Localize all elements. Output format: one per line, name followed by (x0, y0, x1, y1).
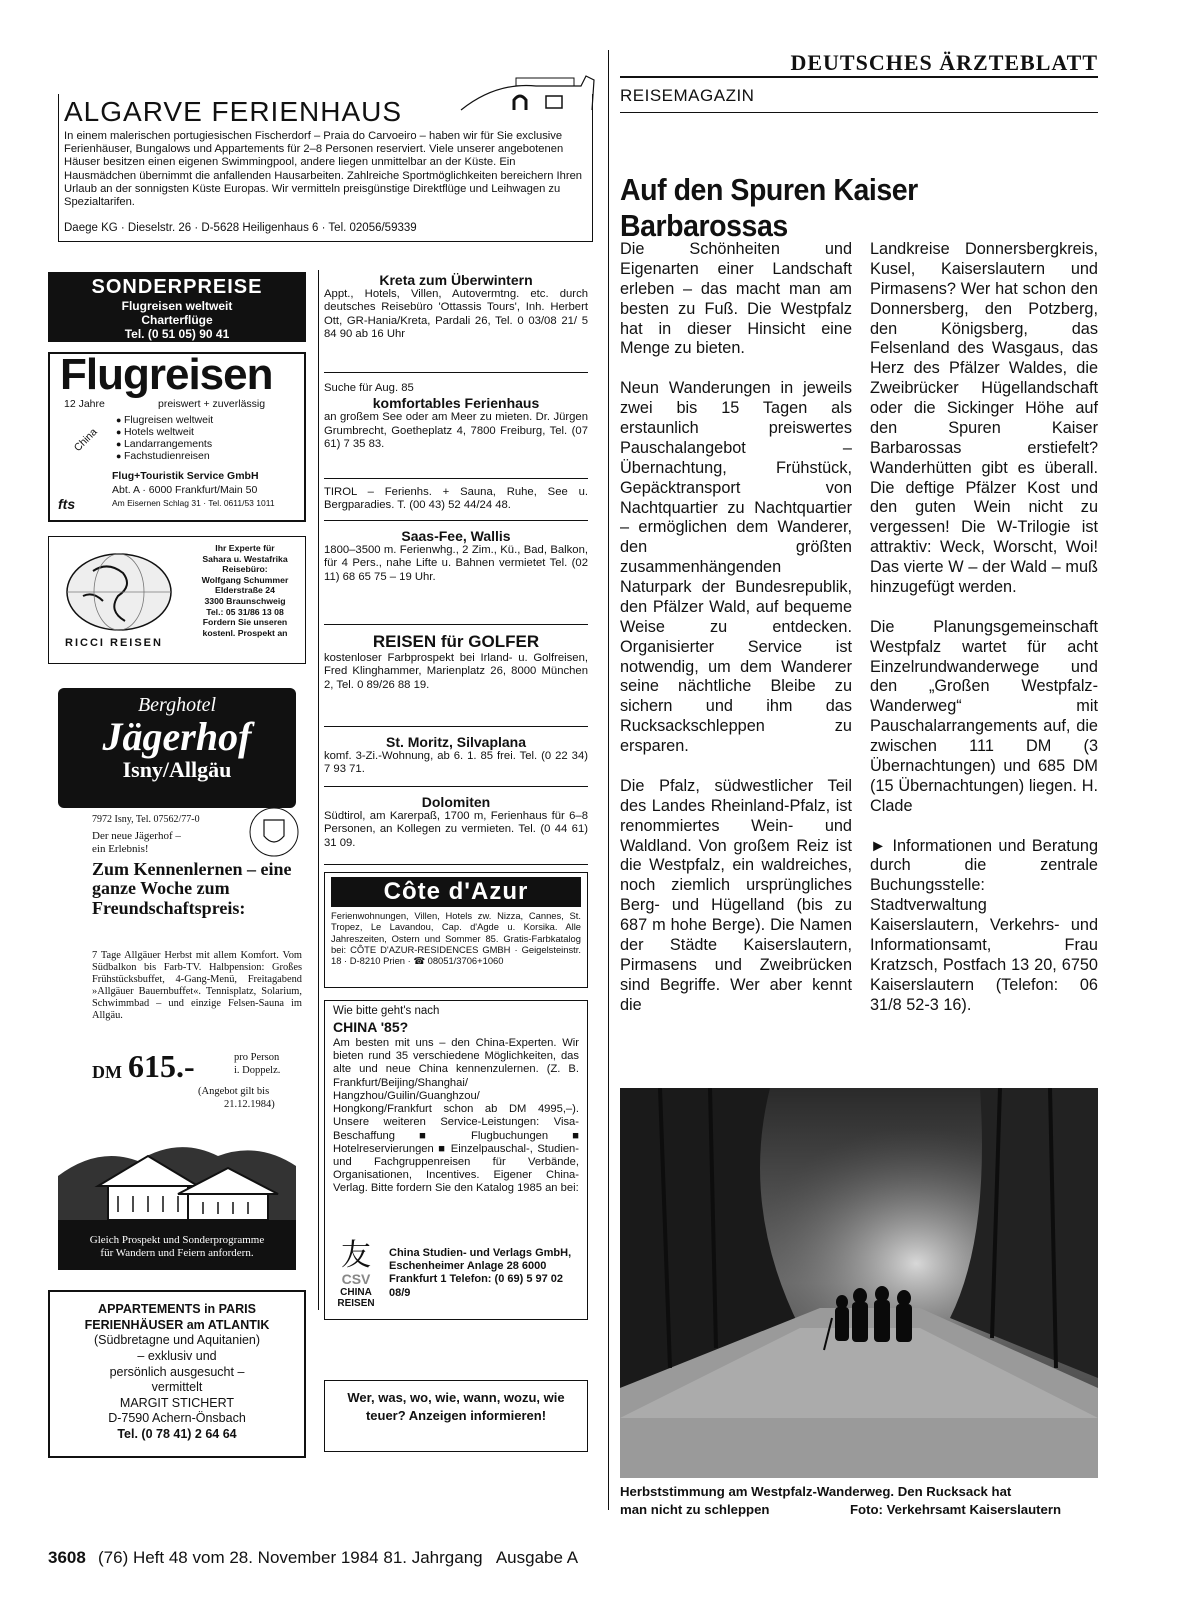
flugreisen-item: ● Fachstudienreisen (116, 450, 213, 462)
ad-kreta (324, 272, 588, 341)
flugreisen-title: Flugreisen (60, 350, 273, 399)
jaegerhof-validity2: 21.12.1984) (224, 1099, 275, 1110)
jaegerhof-footer2: für Wandern und Feiern anfordern. (100, 1247, 254, 1260)
ricci-line: Tel.: 05 31/86 13 08 (206, 606, 284, 617)
masthead: DEUTSCHES ÄRZTEBLATT (790, 50, 1098, 75)
sonderpreise-title: SONDERPREISE (91, 276, 263, 298)
article-headline: Auf den Spuren Kaiser Barbarossas (620, 172, 918, 243)
paris-line4: – exklusiv und (137, 1348, 217, 1363)
jaegerhof-footer1: Gleich Prospekt und Sonderprogramme (89, 1234, 265, 1246)
jaegerhof-contact: 7972 Isny, Tel. 07562/77-0 (92, 814, 200, 825)
ricci-line: kostenl. Prospekt an (202, 627, 288, 638)
flugreisen-tagline-right: preiswert + zuverlässig (158, 398, 266, 410)
flugreisen-item: ● Landarrangements (116, 438, 213, 450)
china-title: CHINA '85? (333, 1019, 409, 1035)
ad-golfer (324, 632, 588, 692)
article-paragraph: Die Pfalz, südwestlicher Teil des Landes Rheinland-Pfalz, ist renommiertes Wein- und Waldland. Von großem Reiz ist die Westpfalz, ein waldreiches, noch ziemlich ursprüngliches Berg- und Hügelland (bis zu 687 m hohe Berge). Die Namen der Städte Kaiserslautern, Pirmasens und Zweibrücken sind Begriffe. Wer aber kennt die (620, 776, 852, 1014)
china-address: China Studien- und Verlags GmbH, Eschenheimer Anlage 28 6000 Frankfurt 1 Telefon: (0 69) 5 97 02 08/9 (389, 1247, 572, 1299)
algarve-text: In einem malerischen portugiesischen Fischerdorf – Praia do Carvoeiro – haben wir für Sie exclusive Ferienhäuser, Bungalows und Appartements für 2–8 Personen reserviert. Viele unserer angebotenen Häuser besitzen einen eigenen Swimmingpool, andere liegen unmittelbar an der Küste. Ein Hausmädchen übernimmt die anfallenden Hausarbeiten. Zahlreiche Sportmöglichkeiten bereichern Ihren Urlaub an der sonnigsten Küste Europas. Wir vermitteln preisgünstige Direktflüge und Leihwagen zu Spezialtarifen. (64, 130, 583, 209)
paris-line6: vermittelt (151, 1380, 203, 1395)
crest-icon (248, 806, 300, 858)
ad-jaegerhof (48, 688, 306, 1260)
flugreisen-address2: Am Eisernen Schlag 31 · Tel. 0611/53 1011 (112, 498, 275, 508)
kreta-text: Appt., Hotels, Villen, Autovermtng. etc. durch deutsches Reisebüro 'Ottassis Tours', Inh. Herbert Ott, GR-Hania/Kreta, Pardali 26, Tel. 0 03/08 21/ 5 84 90 ab 16 Uhr (324, 288, 588, 340)
ricci-line: Ihr Experte für (215, 543, 275, 553)
china-logo-text1: CSV (341, 1271, 371, 1287)
ricci-line: Fordern Sie unseren (202, 617, 288, 628)
section-rule (620, 112, 1098, 113)
jaegerhof-slogan2: ein Erlebnis! (92, 843, 149, 855)
ferienhaus-title: komfortables Ferienhaus (372, 395, 540, 412)
jaegerhof-price-note2: i. Doppelz. (234, 1065, 281, 1076)
ad-flugreisen (48, 352, 306, 522)
dolomiten-text: Südtirol, am Karerpaß, 1700 m, Ferienhaus für 6–8 Personen, an Kollegen zu vermieten. Tel. (0 44 61) 31 09. (324, 810, 588, 849)
jaegerhof-price: 615.- (128, 1048, 195, 1084)
ricci-line: Elderstraße 24 (215, 585, 275, 596)
jaegerhof-line3: Isny/Allgäu (122, 757, 232, 782)
paris-line8: D-7590 Achern-Önsbach (108, 1411, 246, 1426)
flugreisen-item: ● Flugreisen weltweit (116, 414, 213, 426)
issue-info: (76) Heft 48 vom 28. November 1984 81. Jahrgang Ausgabe A (98, 1548, 579, 1567)
paris-line3: (Südbretagne und Aquitanien) (93, 1333, 261, 1348)
jaegerhof-validity1: (Angebot gilt bis (198, 1086, 270, 1097)
mid-divider (318, 270, 319, 1310)
cote-text: Ferienwohnungen, Villen, Hotels zw. Nizza, Cannes, St. Tropez, Le Lavandou, Cap. d'Agde u. Korsika. Alle Jahreszeiten, Ostern und Sommer 85. Gratis-Farbkatalog bei: CÔTE D'AZUR-RESIDENCES GMBH · Geigelsteinstr. 18 · D-8210 Prien · ☎ 08051/3706+1060 (331, 910, 581, 967)
hotel-drawing (58, 1116, 296, 1230)
flugreisen-side: China (71, 426, 100, 454)
globe-icon (63, 551, 175, 633)
paris-line9: Tel. (0 78 41) 2 64 64 (117, 1427, 237, 1441)
flugreisen-item: ● Hotels weltweit (116, 426, 213, 438)
ad-moritz (324, 734, 588, 777)
ad-cote-dazur (324, 872, 588, 988)
article-paragraph: ► Informationen und Beratung durch die zentrale Buchungsstelle: Stadtverwaltung Kaiserslautern, Verkehrs- und Informationsamt, Frau Kratzsch, Postfach 13 20, 6750 Kaiserslautern (Telefon: 06 31/8 52-3 16). (870, 836, 1098, 1014)
jaegerhof-text: 7 Tage Allgäuer Herbst mit allem Komfort. Vom Südbalkon bis Farb-TV. Halbpension: Großes Frühstücksbuffet, 4-Gang-Menü, Freitagabend »Allgäuer Bauernbuffet«. Tennisplatz, Solarium, Schwimmbad – und einzige Felsen-Sauna im Allgäu. (92, 950, 302, 1021)
ad-algarve (58, 72, 598, 244)
jaegerhof-headline: Zum Kennenlernen – eine ganze Woche zum Freundschaftspreis: (92, 859, 292, 918)
saasfee-title: Saas-Fee, Wallis (401, 528, 511, 544)
paris-line5: persönlich ausgesucht – (109, 1364, 245, 1379)
article-paragraph: Die Planungsgemeinschaft Westpfalz wartet für acht Einzelrundwanderwege und den „Großen Westpfalz-Wanderweg“ mit Pauschalarrangements auf, die zwischen 111 DM (3 Übernachtungen) und 685 DM (15 Übernachtungen) liegen. H. Clade (870, 617, 1098, 815)
ad-ricci-reisen (48, 536, 306, 664)
column-divider (608, 50, 609, 1510)
china-text: Am besten mit uns – den China-Experten. Wir bieten rund 35 verschiedene Möglichkeiten, das alte und neue China kennenzulernen. (Z. B. Frankfurt/Beijing/Shanghai/ Hangzhou/Guilin/Guanghzou/ Hongkong/Frankfurt schon ab DM 4995,–). Unsere weiteren Service-Leistungen: Visa-Beschaffung ■ Flugbuchungen ■ Hotelreservierungen ■ Einzelpauschal-, Studien- und Fachgruppenreisen für Verbände, Organisationen, Incentives. Eigener China-Verlag. Bitte fordern Sie den Katalog 1985 an bei: (333, 1037, 579, 1195)
ad-dolomiten (324, 794, 588, 850)
ad-tirol: TIROL – Ferienhs. + Sauna, Ruhe, See u. Bergparadies. T. (00 43) 52 44/24 48. (324, 486, 588, 512)
fts-logo: fts (58, 496, 76, 512)
dolomiten-title: Dolomiten (421, 794, 491, 810)
golfer-title: REISEN für GOLFER (372, 632, 540, 651)
article-column-1 (620, 240, 852, 1015)
article-paragraph: Landkreise Donnersbergkreis, Kusel, Kaiserslautern und Pirmasens? Wer hat schon den Donnersberg, den Potzberg, den Königsberg, das Felsenland des Wasgaus, das Herz des Pfälzer Waldes, die Zweibrücker Hügellandschaft oder die Sickinger Höhe auf den Spuren Kaiser Barbarossas erstiefelt? Wanderhütten gibt es überall. Die deftige Pfälzer Kost und den guten Wein nicht zu vergessen! Die W-Trilogie ist attraktiv: Weck, Worscht, Woi! Das vierte W – der Wald – muß hinzugefügt werden. (870, 240, 1098, 596)
jaegerhof-slogan1: Der neue Jägerhof – (92, 830, 181, 842)
paris-line7: MARGIT STICHERT (119, 1395, 235, 1410)
ferienhaus-text: an großem See oder am Meer zu mieten. Dr. Jürgen Grumbrecht, Goetheplatz 4, 7800 Freiburg, Tel. (07 61) 7 35 83. (324, 411, 588, 450)
golfer-text: kostenloser Farbprospekt bei Irland- u. Golfreisen, Fred Klinghammer, Marienplatz 26, 8000 München 2, Tel. 0 89/26 88 19. (324, 652, 588, 691)
sonderpreise-line2: Charterflüge (141, 313, 213, 327)
article-paragraph: Neun Wanderungen in jeweils zwei bis 15 Tagen als erstaunlich preiswertes Pauschalangebot – Übernachtung, Frühstück, Gepäcktransport von Nachtquartier zu Nachtquartier – ermöglichen dem Wanderer, den größten zusammenhängenden Naturpark der Bundesrepublik, den Pfälzer Wald, auf bequeme Weise zu entdecken. Organisierter Service ist notwendig, um dem Wanderer seine nächtliche Bleibe zu sichern und ihm das Rucksackschleppen zu ersparen. (620, 379, 852, 755)
china-logo (331, 1238, 381, 1309)
ferienhaus-pre: Suche für Aug. 85 (324, 382, 414, 394)
paris-line2: FERIENHÄUSER am ATLANTIK (84, 1317, 270, 1332)
article-photo (620, 1088, 1098, 1478)
china-pre: Wie bitte geht's nach (333, 1005, 440, 1017)
section-label: REISEMAGAZIN (620, 86, 755, 105)
ricci-line: Sahara u. Westafrika (202, 553, 288, 564)
kreta-title: Kreta zum Überwintern (379, 272, 533, 288)
jaegerhof-line1: Berghotel (137, 694, 217, 716)
flugreisen-address1: Abt. A · 6000 Frankfurt/Main 50 (112, 484, 258, 496)
sonderpreise-phone: Tel. (0 51 05) 90 41 (124, 327, 230, 341)
paris-line1: APPARTEMENTS in PARIS (98, 1302, 256, 1316)
ricci-line: 3300 Braunschweig (204, 596, 286, 607)
ricci-line: Wolfgang Schummer (201, 574, 289, 585)
moritz-title: St. Moritz, Silvaplana (385, 734, 527, 750)
ad-ferienhaus (324, 382, 588, 451)
sonderpreise-line1: Flugreisen weltweit (121, 299, 233, 313)
ad-paris (48, 1290, 306, 1458)
china-logo-char: 友 (341, 1238, 371, 1273)
jaegerhof-price-prefix: DM (92, 1062, 122, 1082)
china-logo-text3: REISEN (337, 1298, 375, 1309)
page-number: 3608 (48, 1548, 86, 1567)
algarve-title: ALGARVE FERIENHAUS (64, 96, 403, 127)
saasfee-text: 1800–3500 m. Ferienwhg., 2 Zim., Kü., Bad, Balkon, für 4 Pers., nahe Lifte u. Bahnen vermietet Tel. (02 11) 68 65 75 – 19 Uhr. (324, 544, 588, 583)
flugreisen-company: Flug+Touristik Service GmbH (112, 470, 259, 482)
algarve-address: Daege KG · Dieselstr. 26 · D-5628 Heiligenhaus 6 · Tel. 02056/59339 (64, 222, 417, 234)
article-column-2 (870, 240, 1098, 1015)
ricci-line: Reisebüro: (222, 564, 268, 575)
ad-sonderpreise (48, 272, 306, 342)
ad-wer-was-wo: Wer, was, wo, wie, wann, wozu, wie teuer? Anzeigen informieren! (324, 1380, 588, 1452)
photo-caption-1: Herbststimmung am Westpfalz-Wanderweg. Den Rucksack hat (620, 1484, 1012, 1499)
moritz-text: komf. 3-Zi.-Wohnung, ab 6. 1. 85 frei. Tel. (0 22 34) 7 93 71. (324, 750, 588, 776)
article-paragraph: Die Schönheiten und Eigenarten einer Landschaft erleben – das macht man am besten zu Fuß. Die Westpfalz hat in dieser Hinsicht eine Menge zu bieten. (620, 240, 852, 358)
cote-title: Côte d'Azur (331, 877, 581, 907)
photo-credit: Foto: Verkehrsamt Kaiserslautern (850, 1502, 1062, 1517)
flugreisen-tagline-left: 12 Jahre (64, 398, 105, 410)
ad-china (324, 1000, 588, 1320)
ricci-logo: RICCI REISEN (65, 637, 163, 649)
china-logo-text2: CHINA (340, 1287, 372, 1298)
photo-caption-2: man nicht zu schleppen (620, 1502, 770, 1517)
ad-saasfee (324, 528, 588, 584)
jaegerhof-line2: Jägerhof (102, 714, 252, 759)
masthead-rule (620, 76, 1098, 78)
jaegerhof-price-note1: pro Person (234, 1052, 280, 1063)
